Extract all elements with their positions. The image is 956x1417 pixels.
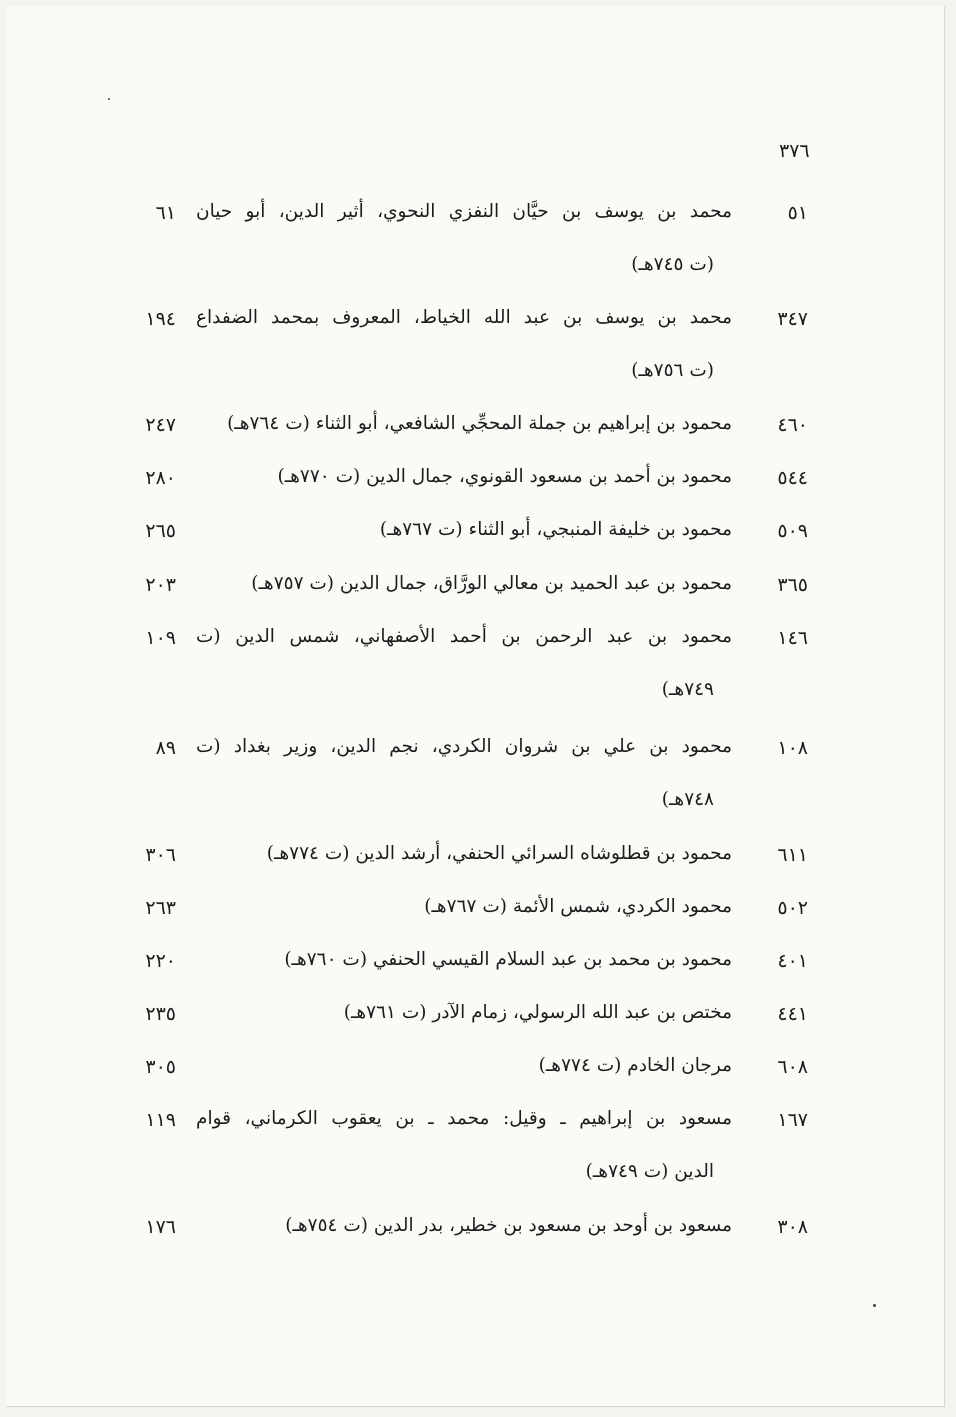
entry-number: ٤٤١	[777, 1003, 808, 1025]
entry-continuation: (ت ٧٤٥هـ)	[631, 254, 714, 275]
entry-name: محمد بن يوسف بن حيَّان النفزي النحوي، أثير الدين، أبو حيان	[196, 201, 732, 222]
book-page	[6, 6, 945, 1407]
entry-number: ٦٠٨	[777, 1056, 808, 1078]
entry-page-ref: ٦١	[155, 202, 176, 224]
entry-continuation: ٧٤٩هـ)	[661, 679, 714, 700]
entry-number: ١٠٨	[777, 737, 808, 759]
entry-page-ref: ٣٠٦	[145, 844, 176, 866]
entry-name: مختص بن عبد الله الرسولي، زمام الآدر (ت ٧٦١هـ)	[343, 1002, 732, 1023]
entry-number: ٥٠٩	[777, 520, 808, 542]
entry-name: مرجان الخادم (ت ٧٧٤هـ)	[538, 1055, 732, 1076]
entry-number: ١٦٧	[777, 1109, 808, 1131]
entry-number: ٤٦٠	[777, 414, 808, 436]
entry-name: محمد بن يوسف بن عبد الله الخياط، المعروف بمحمد الضفداع	[196, 307, 732, 328]
entry-number: ١٤٦	[777, 627, 808, 649]
entry-name: مسعود بن إبراهيم ـ وقيل: محمد ـ بن يعقوب الكرماني، قوام	[196, 1108, 732, 1129]
entry-name: مسعود بن أوحد بن مسعود بن خطير، بدر الدين (ت ٧٥٤هـ)	[285, 1215, 732, 1236]
entry-page-ref: ١٧٦	[145, 1216, 176, 1238]
entry-page-ref: ١١٩	[145, 1109, 176, 1131]
entry-name: محمود الكردي، شمس الأئمة (ت ٧٦٧هـ)	[424, 896, 732, 917]
entry-number: ٥١	[787, 202, 808, 224]
entry-number: ٦١١	[777, 844, 808, 866]
entry-continuation: ٧٤٨هـ)	[661, 789, 714, 810]
entry-page-ref: ٣٠٥	[145, 1056, 176, 1078]
entry-number: ٤٠١	[777, 950, 808, 972]
entry-name: محمود بن قطلوشاه السرائي الحنفي، أرشد الدين (ت ٧٧٤هـ)	[266, 843, 732, 864]
entry-name: محمود بن إبراهيم بن جملة المحجِّي الشافعي، أبو الثناء (ت ٧٦٤هـ)	[227, 413, 732, 434]
entry-name: محمود بن خليفة المنبجي، أبو الثناء (ت ٧٦٧هـ)	[379, 519, 732, 540]
entry-continuation: الدين (ت ٧٤٩هـ)	[585, 1161, 714, 1182]
page-number: ٣٧٦	[779, 140, 810, 162]
scan-speck	[108, 98, 110, 100]
entry-name: محمود بن محمد بن عبد السلام القيسي الحنفي (ت ٧٦٠هـ)	[284, 949, 732, 970]
entry-name: محمود بن أحمد بن مسعود القونوي، جمال الدين (ت ٧٧٠هـ)	[277, 466, 732, 487]
entry-number: ٣٦٥	[777, 574, 808, 596]
entry-page-ref: ٢٤٧	[145, 414, 176, 436]
entry-number: ٥٤٤	[777, 467, 808, 489]
entry-page-ref: ١٩٤	[145, 308, 176, 330]
entry-page-ref: ١٠٩	[145, 627, 176, 649]
scan-speck	[873, 1304, 876, 1307]
entry-page-ref: ٢٨٠	[145, 467, 176, 489]
entry-name: محمود بن عبد الحميد بن معالي الورَّاق، جمال الدين (ت ٧٥٧هـ)	[251, 573, 732, 594]
entry-number: ٥٠٢	[777, 897, 808, 919]
entry-page-ref: ٨٩	[155, 737, 176, 759]
entry-name: محمود بن عبد الرحمن بن أحمد الأصفهاني، شمس الدين (ت	[196, 626, 732, 647]
entry-name: محمود بن علي بن شروان الكردي، نجم الدين، وزير بغداد (ت	[196, 736, 732, 757]
entry-page-ref: ٢٦٣	[145, 897, 176, 919]
index-entries	[6, 6, 944, 1406]
entry-continuation: (ت ٧٥٦هـ)	[631, 360, 714, 381]
entry-page-ref: ٢٠٣	[145, 574, 176, 596]
entry-page-ref: ٢٣٥	[145, 1003, 176, 1025]
entry-page-ref: ٢٦٥	[145, 520, 176, 542]
entry-number: ٣٤٧	[777, 308, 808, 330]
entry-page-ref: ٢٢٠	[145, 950, 176, 972]
entry-number: ٣٠٨	[777, 1216, 808, 1238]
